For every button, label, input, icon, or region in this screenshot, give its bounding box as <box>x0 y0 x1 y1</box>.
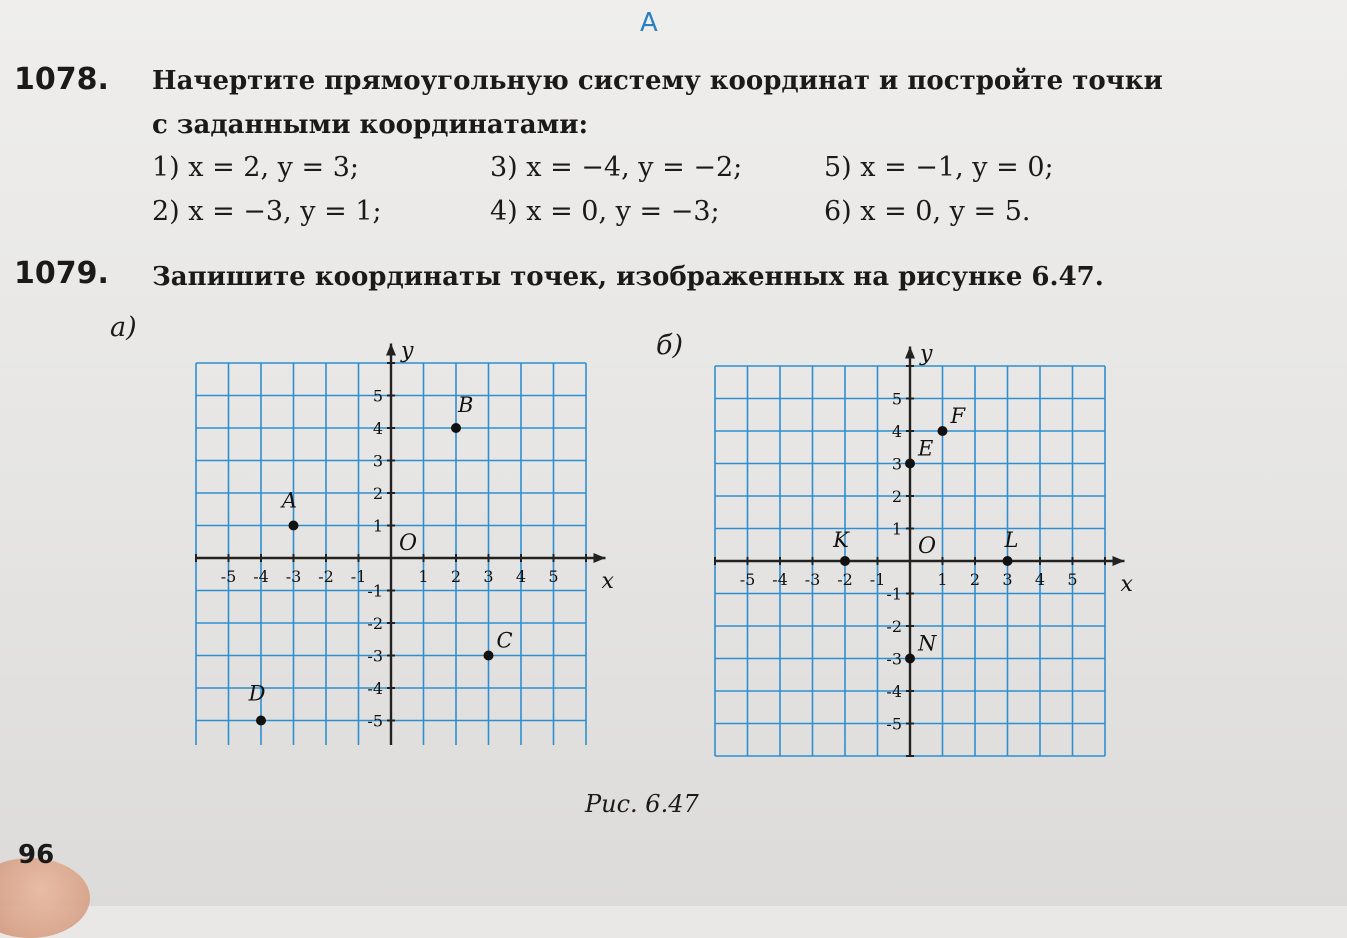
x-tick-label: -4 <box>253 567 269 586</box>
point-label-f: F <box>950 404 966 428</box>
y-tick-label: 2 <box>891 487 902 506</box>
x-axis-label: x <box>1120 572 1133 597</box>
y-tick-label: -4 <box>367 679 383 698</box>
y-tick-label: 3 <box>891 454 902 474</box>
origin-label: O <box>399 531 418 556</box>
point-a <box>289 521 299 531</box>
point-label-n: N <box>918 631 937 656</box>
y-tick-label: 3 <box>372 451 383 471</box>
problem-1079-line-1: Запишите координаты точек, изображенных на рисунке 6.47. <box>152 262 1104 292</box>
problem-1078-line-1: Начертите прямоугольную систему координат и постройте точки <box>152 66 1163 96</box>
page-number: 96 <box>18 840 55 870</box>
options-row-1 <box>152 152 1252 192</box>
point-e <box>905 459 915 469</box>
figure-caption: Рис. 6.47 <box>585 790 699 818</box>
x-tick-label: 2 <box>450 567 462 586</box>
option-1: 1) x = 2, y = 3; <box>152 152 359 183</box>
x-tick-label: -5 <box>739 570 756 589</box>
point-d <box>256 716 266 726</box>
x-tick-label: 1 <box>418 567 429 586</box>
point-c <box>484 651 494 661</box>
y-tick-label: -2 <box>367 614 383 633</box>
x-axis-arrow <box>1113 556 1125 566</box>
x-tick-label: 3 <box>1002 570 1013 589</box>
x-tick-label: -3 <box>804 570 821 589</box>
y-tick-label: 4 <box>891 422 902 441</box>
point-label-l: L <box>1004 528 1019 552</box>
option-5: 5) x = −1, y = 0; <box>824 152 1054 183</box>
x-tick-label: -2 <box>837 570 853 589</box>
x-tick-label: 1 <box>937 570 948 589</box>
coordinate-grid-b <box>710 330 1140 760</box>
y-tick-label: -3 <box>886 649 902 669</box>
x-axis-label: x <box>601 569 614 594</box>
problem-number-1078: 1078. <box>14 62 109 97</box>
section-letter: А <box>640 8 658 38</box>
option-4: 4) x = 0, y = −3; <box>490 196 720 227</box>
y-tick-label: 1 <box>891 519 902 539</box>
y-tick-label: 5 <box>891 389 902 409</box>
problem-1078-line-2: с заданными координатами: <box>152 110 589 140</box>
point-b <box>451 423 461 433</box>
point-n <box>905 654 915 664</box>
option-3: 3) x = −4, y = −2; <box>490 152 743 183</box>
x-tick-label: 4 <box>1034 570 1046 589</box>
figure-a-label: а) <box>110 312 137 343</box>
x-tick-label: -1 <box>869 570 886 589</box>
x-axis-arrow <box>594 553 606 563</box>
y-axis-label: y <box>401 338 414 364</box>
y-tick-label: 5 <box>372 386 383 406</box>
x-tick-label: 5 <box>548 567 559 586</box>
point-label-e: E <box>918 436 934 461</box>
point-k <box>840 556 850 566</box>
x-tick-label: -5 <box>220 567 237 586</box>
x-tick-label: 5 <box>1067 570 1078 589</box>
coordinate-grid-a <box>185 320 615 745</box>
y-axis-arrow <box>386 344 396 356</box>
option-6: 6) x = 0, y = 5. <box>824 196 1031 227</box>
y-tick-label: 2 <box>372 484 383 503</box>
x-tick-label: -1 <box>350 567 367 586</box>
point-label-b: B <box>458 393 474 417</box>
point-f <box>938 426 948 436</box>
y-tick-label: -2 <box>886 617 902 636</box>
options-row-2 <box>152 196 1252 236</box>
figure-b-label: б) <box>656 330 684 361</box>
y-axis-arrow <box>905 347 915 359</box>
y-axis-label: y <box>920 341 933 367</box>
y-tick-label: -1 <box>886 584 902 604</box>
point-label-c: C <box>496 628 513 653</box>
point-label-k: K <box>833 528 849 552</box>
problem-number-1079: 1079. <box>14 256 109 291</box>
y-tick-label: 1 <box>372 516 383 536</box>
x-tick-label: 3 <box>483 567 494 586</box>
y-tick-label: -5 <box>367 711 383 731</box>
y-tick-label: -1 <box>367 581 383 601</box>
option-2: 2) x = −3, y = 1; <box>152 196 382 227</box>
y-tick-label: -4 <box>886 682 902 701</box>
y-tick-label: -5 <box>886 714 902 734</box>
x-tick-label: 4 <box>515 567 527 586</box>
x-tick-label: 2 <box>969 570 981 589</box>
x-tick-label: -2 <box>318 567 334 586</box>
point-label-a: A <box>281 488 298 513</box>
x-tick-label: -4 <box>772 570 788 589</box>
point-label-d: D <box>248 681 266 706</box>
x-tick-label: -3 <box>285 567 302 586</box>
y-tick-label: 4 <box>372 419 383 438</box>
y-tick-label: -3 <box>367 646 383 666</box>
point-l <box>1003 556 1013 566</box>
origin-label: O <box>918 534 937 559</box>
